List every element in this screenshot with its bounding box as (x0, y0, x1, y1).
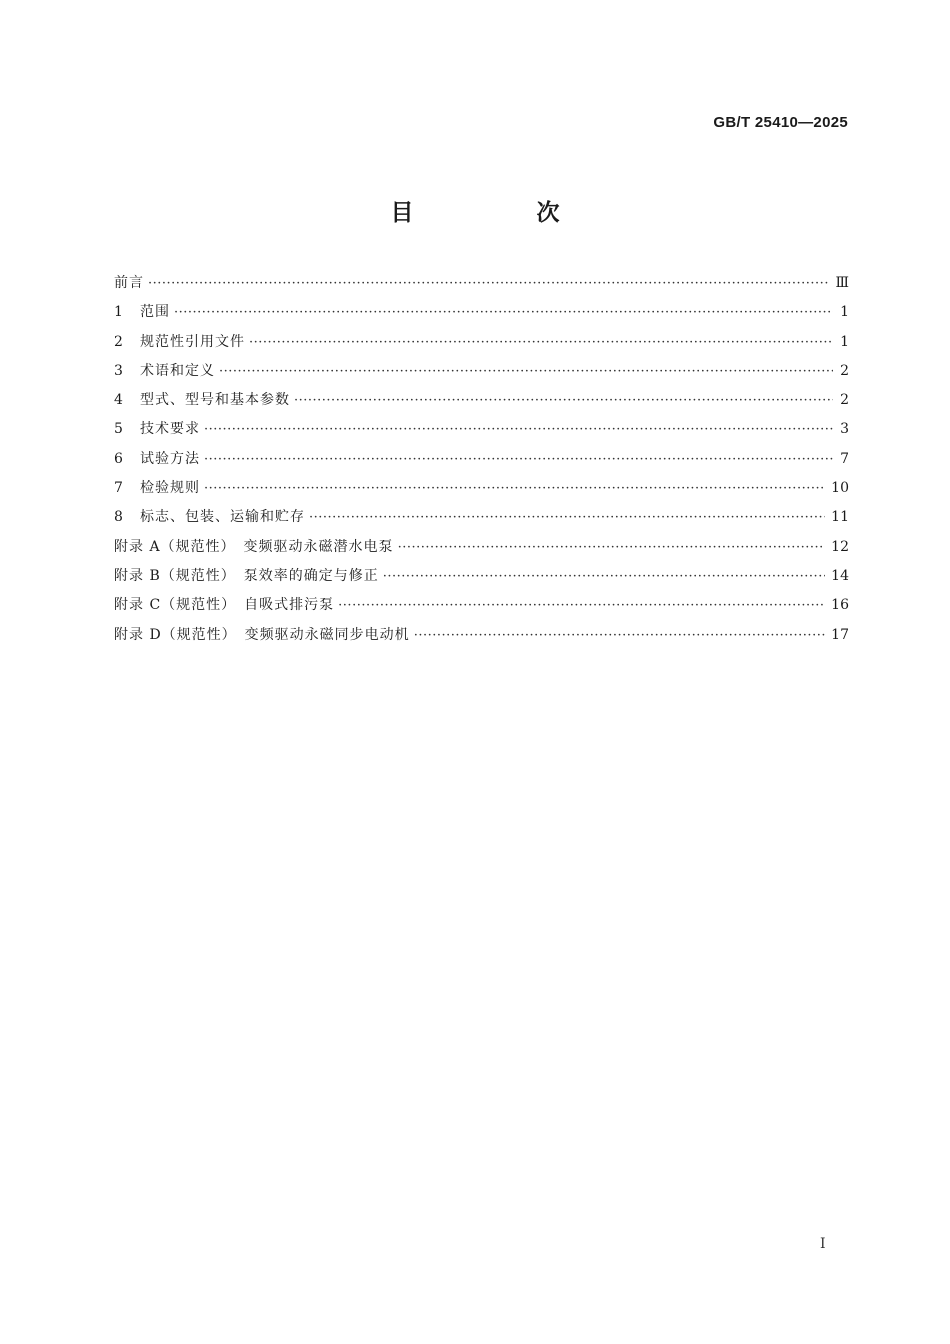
toc-entry-appendix-a[interactable] (114, 537, 849, 566)
toc-entry-page: 1 (840, 304, 849, 321)
toc-entry-4[interactable] (114, 390, 849, 419)
dot-leader (414, 626, 825, 646)
toc-entry-5[interactable] (114, 419, 849, 448)
toc-entry-appendix-b[interactable] (114, 566, 849, 595)
dot-leader (204, 479, 825, 499)
toc-entry-label: 附录 D（规范性） 变频驱动永磁同步电动机 (114, 626, 410, 643)
toc-entry-3[interactable] (114, 361, 849, 390)
toc-entry-number: 6 (114, 450, 123, 467)
toc-entry-page: 2 (840, 392, 849, 409)
toc-entry-label: 术语和定义 (140, 362, 215, 379)
toc-entry-label: 规范性引用文件 (140, 333, 245, 350)
dot-leader (204, 450, 833, 470)
toc-entry-label: 型式、型号和基本参数 (140, 392, 290, 409)
toc-entry-page: 14 (831, 567, 849, 584)
toc-entry-number: 1 (114, 304, 123, 321)
toc-entry-page: 3 (840, 421, 849, 438)
toc-entry-label: 范围 (140, 304, 170, 321)
toc-entry-2[interactable] (114, 332, 849, 361)
toc-entry-7[interactable] (114, 478, 849, 507)
dot-leader (204, 420, 833, 440)
toc-entry-page: 11 (831, 509, 849, 526)
dot-leader (398, 538, 826, 558)
toc-entry-appendix-c[interactable] (114, 595, 849, 624)
toc-entry-8[interactable] (114, 507, 849, 536)
toc-entry-label: 标志、包装、运输和贮存 (140, 509, 305, 526)
toc-entry-label: 附录 A（规范性） 变频驱动永磁潜水电泵 (114, 538, 394, 555)
dot-leader (338, 596, 825, 616)
toc-entry-6[interactable] (114, 449, 849, 478)
dot-leader (249, 333, 833, 353)
toc-entry-label: 检验规则 (140, 480, 200, 497)
standard-number: GB/T 25410—2025 (713, 114, 848, 131)
toc-entry-page: 12 (831, 538, 849, 555)
dot-leader (383, 567, 825, 587)
dot-leader (148, 274, 829, 294)
toc-entry-label: 试验方法 (140, 450, 200, 467)
toc-entry-page: 10 (831, 480, 849, 497)
toc-entry-number: 3 (114, 362, 123, 379)
dot-leader (174, 303, 833, 323)
toc-entry-appendix-d[interactable] (114, 625, 849, 654)
dot-leader (219, 362, 833, 382)
toc-entry-page: 7 (840, 450, 849, 467)
toc-entry-number: 7 (114, 480, 123, 497)
dot-leader (294, 391, 833, 411)
toc-entry-page: 17 (831, 626, 849, 643)
toc-entry-1[interactable] (114, 302, 849, 331)
toc-entry-label: 前言 (114, 275, 144, 291)
toc-entry-label: 附录 C（规范性） 自吸式排污泵 (114, 597, 335, 614)
dot-leader (309, 508, 825, 528)
toc-entry-number: 2 (114, 333, 123, 350)
toc-entry-label: 附录 B（规范性） 泵效率的确定与修正 (114, 567, 379, 584)
table-of-contents (114, 273, 849, 654)
page-number: I (820, 1236, 826, 1252)
toc-entry-number: 4 (114, 392, 123, 409)
toc-entry-foreword[interactable] (114, 273, 849, 302)
toc-entry-page: 16 (831, 597, 849, 614)
toc-entry-number: 8 (114, 509, 123, 526)
page-title: 目 次 (390, 200, 610, 226)
toc-entry-number: 5 (114, 421, 123, 438)
toc-entry-label: 技术要求 (140, 421, 200, 438)
toc-entry-page: Ⅲ (835, 275, 849, 291)
toc-entry-page: 2 (840, 362, 849, 379)
toc-entry-page: 1 (840, 333, 849, 350)
